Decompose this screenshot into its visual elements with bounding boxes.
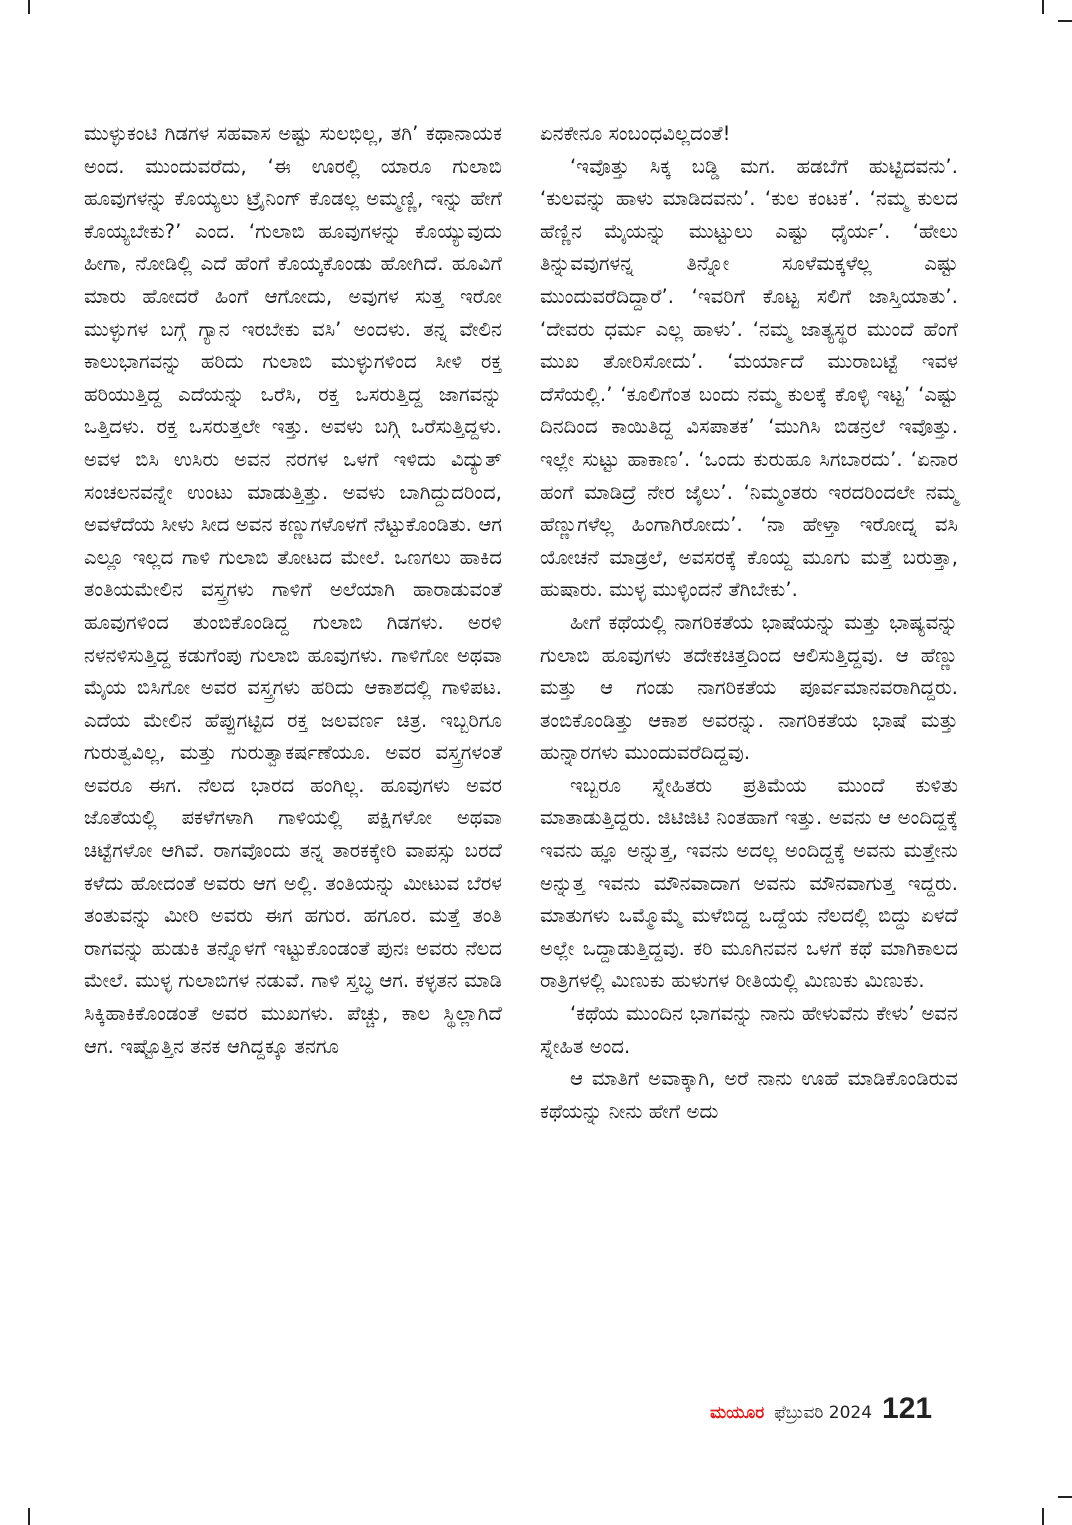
crop-mark-bottom-right (1042, 1508, 1044, 1525)
article-column-right (540, 118, 958, 1128)
crop-mark-top-right (1042, 0, 1044, 14)
paragraph: ‘ಕಥೆಯ ಮುಂದಿನ ಭಾಗವನ್ನು ನಾನು ಹೇಳುವೆನು ಕೇಳು’ ಅವನ ಸ್ನೇಹಿತ ಅಂದ. (540, 1002, 958, 1058)
paragraph: ಹೀಗೆ ಕಥೆಯಲ್ಲಿ ನಾಗರಿಕತೆಯ ಭಾಷೆಯನ್ನು ಮತ್ತು ಭಾಷ್ಯವನ್ನು ಗುಲಾಬಿ ಹೂವುಗಳು ತದೇಕಚಿತ್ತದಿಂದ ಆಲಿಸುತ್ತಿದ್ದವು. ಆ ಹೆಣ್ಣು ಮತ್ತು ಆ ಗಂಡು ನಾಗರಿಕತೆಯ ಪೂರ್ವಮಾನವರಾಗಿದ್ದರು. ತಂಬಿಕೊಂಡಿತ್ತು ಆಕಾಶ ಅವರನ್ನು. ನಾಗರಿಕತೆಯ ಭಾಷೆ ಮತ್ತು ಹುನ್ನಾರಗಳು ಮುಂದುವರೆದಿದ್ದವು. (540, 610, 958, 765)
crop-mark-top-left (28, 0, 30, 14)
article-column-left (84, 118, 502, 1063)
paragraph: ಆ ಮಾತಿಗೆ ಅವಾಕ್ಕಾಗಿ, ಅರೆ ನಾನು ಊಹೆ ಮಾಡಿಕೊಂಡಿರುವ ಕಥೆಯನ್ನು ನೀನು ಹೇಗೆ ಅದು (540, 1067, 958, 1123)
paragraph: ‘ಇವೊತ್ತು ಸಿಕ್ಕ ಬಡ್ಡಿ ಮಗ. ಹಡಬೆಗೆ ಹುಟ್ಟಿದವನು’. ‘ಕುಲವನ್ನು ಹಾಳು ಮಾಡಿದವನು’. ‘ಕುಲ ಕಂಟಕ’. ‘ನಮ್ಮ ಕುಲದ ಹೆಣ್ಣಿನ ಮೈಯನ್ನು ಮುಟ್ಟುಲು ಎಷ್ಟು ಧೈರ್ಯ’. ‘ಹೇಲು ತಿನ್ನುವವುಗಳನ್ನ ತಿನ್ನೋ ಸೂಳೆಮಕ್ಕಳೆಲ್ಲ ಎಷ್ಟು ಮುಂದುವರೆದಿದ್ದಾರೆ’. ‘ಇವರಿಗೆ ಕೊಟ್ಟ ಸಲಿಗೆ ಜಾಸ್ತಿಯಾತು’. ‘ದೇವರು ಧರ್ಮ ಎಲ್ಲ ಹಾಳು’. ‘ನಮ್ಮ ಜಾತ್ಯಸ್ಥರ ಮುಂದೆ ಹೆಂಗೆ ಮುಖ ತೋರಿಸೋದು’. ‘ಮರ್ಯಾದೆ ಮುರಾಬಟ್ಟೆ ಇವಳ ದೆಸೆಯಲ್ಲಿ.’ ‘ಕೂಲಿಗೆಂತ ಬಂದು ನಮ್ಮ ಕುಲಕ್ಕೆ ಕೊಳ್ಳಿ ಇಟ್ಟ’ ‘ಎಷ್ಟು ದಿನದಿಂದ ಕಾಯಿತಿದ್ದ ವಿಸಪಾತಕ’ ‘ಮುಗಿಸಿ ಬಿಡನ್ರಲೆ ಇವೊತ್ತು. ಇಲ್ಲೇ ಸುಟ್ಟು ಹಾಕಾಣ’. ‘ಒಂದು ಕುರುಹೂ ಸಿಗಬಾರದು’. ‘ಏನಾರ ಹಂಗೆ ಮಾಡಿದ್ರೆ ನೇರ ಜೈಲು’. ‘ನಿಮ್ಮಂತರು ಇರದರಿಂದಲೇ ನಮ್ಮ ಹೆಣ್ಣುಗಳೆಲ್ಲ ಹಿಂಗಾಗಿರೋದು’. ‘ನಾ ಹೇಳ್ತಾ ಇರೋದ್ನ ವಸಿ ಯೋಚನೆ ಮಾಡ್ರಲೆ, ಅವಸರಕ್ಕೆ ಕೊಯ್ದ ಮೂಗು ಮತ್ತೆ ಬರುತ್ತಾ, ಹುಷಾರು. ಮುಳ್ಳ ಮುಳ್ಳಿಂದನೆ ತೆಗಿಬೇಕು’. (540, 154, 958, 602)
paragraph: ಏನಕೇನೂ ಸಂಬಂಧವಿಲ್ಲದಂತೆ! (540, 122, 731, 145)
magazine-logo: ಮಯೂರ (710, 1403, 765, 1423)
crop-mark-bottom-left (28, 1508, 30, 1525)
crop-mark-right-top (1058, 20, 1072, 22)
crop-mark-right-bottom (1058, 1496, 1072, 1498)
page-footer (710, 1392, 932, 1432)
paragraph: ಮುಳ್ಳುಕಂಟಿ ಗಿಡಗಳ ಸಹವಾಸ ಅಷ್ಟು ಸುಲಭಿಲ್ಲ, ತಗಿ’ ಕಥಾನಾಯಕ ಅಂದ. ಮುಂದುವರೆದು, ‘ಈ ಊರಲ್ಲಿ ಯಾರೂ ಗುಲಾಬಿ ಹೂವುಗಳನ್ನು ಕೊಯ್ಯಲು ಟ್ರೈನಿಂಗ್ ಕೊಡಲ್ಲ ಅಮ್ಮಣ್ಣಿ, ಇನ್ನು ಹೇಗೆ ಕೊಯ್ಯಬೇಕು?’ ಎಂದ. ‘ಗುಲಾಬಿ ಹೂವುಗಳನ್ನು ಕೊಯ್ಯುವುದು ಹೀಗಾ, ನೋಡಿಲ್ಲಿ ಎದೆ ಹೆಂಗೆ ಕೊಯ್ಕಕೊಂಡು ಹೋಗಿದೆ. ಹೂವಿಗೆ ಮಾರು ಹೋದರೆ ಹಿಂಗೆ ಆಗೋದು, ಅವುಗಳ ಸುತ್ತ ಇರೋ ಮುಳ್ಳುಗಳ ಬಗ್ಗೆ ಗ್ಯಾನ ಇರಬೇಕು ವಸಿ’ ಅಂದಳು. ತನ್ನ ವೇಲಿನ ಕಾಲುಭಾಗವನ್ನು ಹರಿದು ಗುಲಾಬಿ ಮುಳ್ಳುಗಳಿಂದ ಸೀಳಿ ರಕ್ತ ಹರಿಯುತ್ತಿದ್ದ ಎದೆಯನ್ನು ಒರೆಸಿ, ರಕ್ತ ಒಸರುತ್ತಿದ್ದ ಜಾಗವನ್ನು ಒತ್ತಿದಳು. ರಕ್ತ ಒಸರುತ್ತಲೇ ಇತ್ತು. ಅವಳು ಬಗ್ಗಿ ಒರೆಸುತ್ತಿದ್ದಳು. ಅವಳ ಬಿಸಿ ಉಸಿರು ಅವನ ನರಗಳ ಒಳಗೆ ಇಳಿದು ವಿದ್ಯುತ್ ಸಂಚಲನವನ್ನೇ ಉಂಟು ಮಾಡುತ್ತಿತ್ತು. ಅವಳು ಬಾಗಿದ್ದುದರಿಂದ, ಅವಳೆದೆಯ ಸೀಳು ಸೀದ ಅವನ ಕಣ್ಣುಗಳೊಳಗೆ ನೆಟ್ಟುಕೊಂಡಿತು. ಆಗ ಎಲ್ಲೂ ಇಲ್ಲದ ಗಾಳಿ ಗುಲಾಬಿ ತೋಟದ ಮೇಲೆ. ಒಣಗಲು ಹಾಕಿದ ತಂತಿಯಮೇಲಿನ ವಸ್ತ್ರಗಳು ಗಾಳಿಗೆ ಅಲೆಯಾಗಿ ಹಾರಾಡುವಂತೆ ಹೂವುಗಳಿಂದ ತುಂಬಿಕೊಂಡಿದ್ದ ಗುಲಾಬಿ ಗಿಡಗಳು. ಅರಳಿ ನಳನಳಿಸುತ್ತಿದ್ದ ಕಡುಗೆಂಪು ಗುಲಾಬಿ ಹೂವುಗಳು. ಗಾಳಿಗೋ ಅಥವಾ ಮೈಯ ಬಿಸಿಗೋ ಅವರ ವಸ್ತ್ರಗಳು ಹರಿದು ಆಕಾಶದಲ್ಲಿ ಗಾಳಿಪಟ. ಎದೆಯ ಮೇಲಿನ ಹೆಪ್ಪುಗಟ್ಟಿದ ರಕ್ತ ಜಲವರ್ಣ ಚಿತ್ರ. ಇಬ್ಬರಿಗೂ ಗುರುತ್ವವಿಲ್ಲ, ಮತ್ತು ಗುರುತ್ವಾಕರ್ಷಣೆಯೂ. ಅವರ ವಸ್ತ್ರಗಳಂತೆ ಅವರೂ ಈಗ. ನೆಲದ ಭಾರದ ಹಂಗಿಲ್ಲ. ಹೂವುಗಳು ಅವರ ಜೊತೆಯಲ್ಲಿ ಪಕಳೆಗಳಾಗಿ ಗಾಳಿಯಲ್ಲಿ ಪಕ್ಷಿಗಳೋ ಅಥವಾ ಚಿಟ್ಟೆಗಳೋ ಆಗಿವೆ. ರಾಗವೊಂದು ತನ್ನ ತಾರಕಕ್ಕೇರಿ ವಾಪಸ್ಸು ಬರದೆ ಕಳೆದು ಹೋದಂತೆ ಅವರು ಆಗ ಅಲ್ಲಿ. ತಂತಿಯನ್ನು ಮೀಟುವ ಬೆರಳ ತಂತುವನ್ನು ಮೀರಿ ಅವರು ಈಗ ಹಗುರ. ಹಗೂರ. ಮತ್ತೆ ತಂತಿ ರಾಗವನ್ನು ಹುಡುಕಿ ತನ್ನೊಳಗೆ ಇಟ್ಟುಕೊಂಡಂತೆ ಪುನಃ ಅವರು ನೆಲದ ಮೇಲೆ. ಮುಳ್ಳ ಗುಲಾಬಿಗಳ ನಡುವೆ. ಗಾಳಿ ಸ್ತಬ್ಧ ಆಗ. ಕಳ್ಳತನ ಮಾಡಿ ಸಿಕ್ಕಿಹಾಕಿಕೊಂಡಂತೆ ಅವರ ಮುಖಗಳು. ಪೆಚ್ಚು, ಕಾಲ ಸ್ಥಿಲ್ಲಾಗಿದೆ ಆಗ. ಇಷ್ಟೊತ್ತಿನ ತನಕ ಆಗಿದ್ದಕ್ಕೂ ತನಗೂ (84, 122, 502, 1058)
page-number: 121 (882, 1392, 933, 1425)
paragraph: ಇಬ್ಬರೂ ಸ್ನೇಹಿತರು ಪ್ರತಿಮೆಯ ಮುಂದೆ ಕುಳಿತು ಮಾತಾಡುತ್ತಿದ್ದರು. ಜಿಟಿಜಿಟಿ ನಿಂತಹಾಗೆ ಇತ್ತು. ಅವನು ಆ ಅಂದಿದ್ದಕ್ಕೆ ಇವನು ಹ್ಞೂ ಅನ್ನುತ್ತ, ಇವನು ಅದಲ್ಲ ಅಂದಿದ್ದಕ್ಕೆ ಅವನು ಮತ್ತೇನು ಅನ್ನುತ್ತ ಇವನು ಮೌನವಾದಾಗ ಅವನು ಮೌನವಾಗುತ್ತ ಇದ್ದರು. ಮಾತುಗಳು ಒಮ್ಮೊಮ್ಮೆ ಮಳೆಬಿದ್ದ ಒದ್ದೆಯ ನೆಲದಲ್ಲಿ ಬಿದ್ದು ಏಳದೆ ಅಲ್ಲೇ ಒದ್ದಾಡುತ್ತಿದ್ದವು. ಕರಿ ಮೂಗಿನವನ ಒಳಗೆ ಕಥೆ ಮಾಗಿಕಾಲದ ರಾತ್ರಿಗಳಲ್ಲಿ ಮಿಣುಕು ಹುಳುಗಳ ರೀತಿಯಲ್ಲಿ ಮಿಣುಕು ಮಿಣುಕು. (540, 773, 958, 993)
issue-date: ಫೆಬ್ರುವರಿ 2024 (774, 1403, 873, 1423)
